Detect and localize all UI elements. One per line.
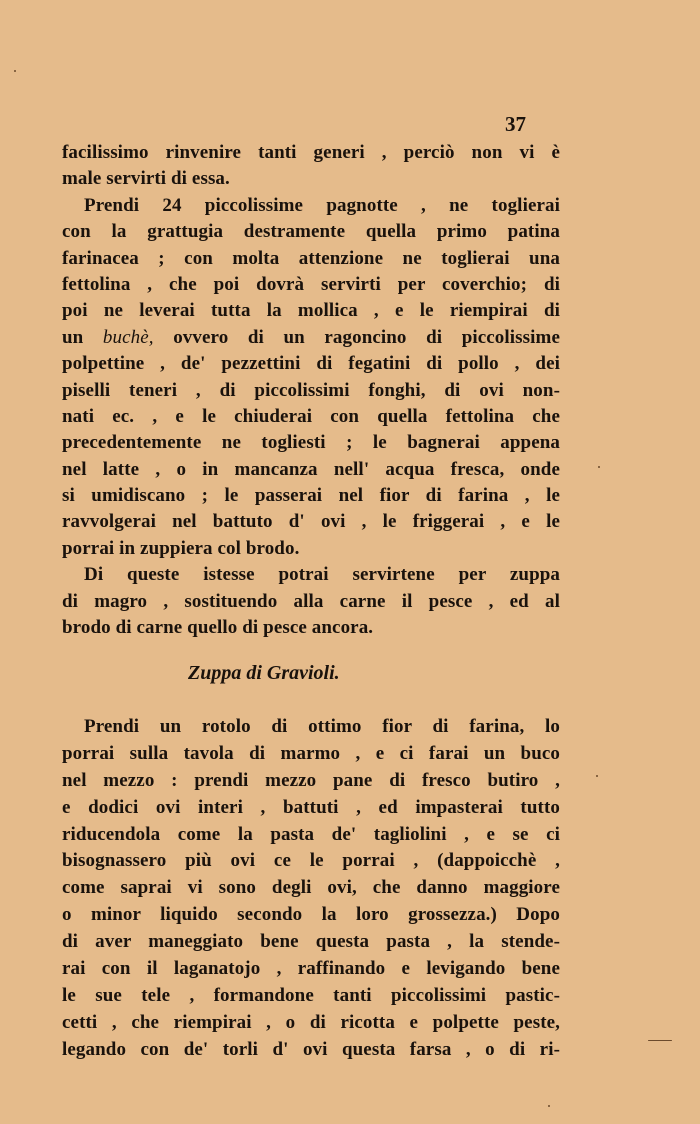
- text-line: con la grattugia destramente quella primo patina: [62, 221, 560, 243]
- text-line: Di queste istesse potrai servirtene per zuppa: [84, 564, 560, 586]
- text-line: ravvolgerai nel battuto d' ovi , le friggerai , e le: [62, 511, 560, 533]
- text-line: nel mezzo : prendi mezzo pane di fresco butiro ,: [62, 769, 560, 791]
- text-fragment: un: [62, 326, 84, 348]
- text-line: come saprai vi sono degli ovi, che danno maggiore: [62, 877, 560, 899]
- text-line: Prendi un rotolo di ottimo fior di farina, lo: [84, 716, 560, 737]
- text-line: piselli teneri , di piccolissimi fonghi, di ovi non-: [62, 379, 560, 401]
- text-line: Prendi 24 piccolissime pagnotte , ne toglierai: [84, 194, 560, 216]
- text-line: legando con de' torli d' ovi questa farsa , o di ri-: [62, 1038, 560, 1060]
- page-number: 37: [505, 112, 526, 136]
- text-fragment: ovvero di un ragoncino di piccolissime: [173, 326, 560, 348]
- paper-speck: [598, 466, 600, 468]
- text-line: o minor liquido secondo la loro grossezza.) Dopo: [62, 904, 560, 926]
- text-block-1: [62, 140, 560, 641]
- text-line: nel latte , o in mancanza nell' acqua fresca, onde: [62, 458, 560, 480]
- text-line: nati ec. , e le chiuderai con quella fettolina che: [62, 405, 560, 427]
- text-line: rai con il laganatojo , raffinando e levigando bene: [62, 958, 560, 980]
- text-block-2: [62, 714, 560, 1064]
- paper-speck: [596, 775, 598, 777]
- text-line: cetti , che riempirai , o di ricotta e polpette peste,: [62, 1011, 560, 1033]
- text-line: riducendola come la pasta de' tagliolini , e se ci: [62, 823, 560, 845]
- text-line: le sue tele , formandone tanti piccolissimi pastic-: [62, 984, 560, 1006]
- paper-mark: [648, 1040, 672, 1041]
- text-line: porrai in zuppiera col brodo.: [62, 537, 300, 559]
- text-line: di aver maneggiato bene questa pasta , la stende-: [62, 931, 560, 953]
- text-line: polpettine , de' pezzettini di fegatini di pollo , dei: [62, 353, 560, 375]
- text-line: poi ne leverai tutta la mollica , e le riempirai di: [62, 300, 560, 322]
- section-heading: Zuppa di Gravioli.: [188, 662, 340, 684]
- text-line: male servirti di essa.: [62, 168, 230, 190]
- text-line: bisognassero più ovi ce le porrai , (dappoicchè ,: [62, 850, 560, 872]
- text-line: farinacea ; con molta attenzione ne toglierai una: [62, 247, 560, 269]
- text-line: e dodici ovi interi , battuti , ed impasterai tutto: [62, 796, 560, 818]
- paper-speck: [548, 1105, 550, 1107]
- paper-speck: [14, 70, 16, 72]
- text-line: porrai sulla tavola di marmo , e ci farai un buco: [62, 742, 560, 764]
- text-line: facilissimo rinvenire tanti generi , perciò non vi è: [62, 142, 560, 163]
- text-line: si umidiscano ; le passerai nel fior di farina , le: [62, 485, 560, 507]
- text-line: precedentemente ne togliesti ; le bagnerai appena: [62, 432, 560, 454]
- text-line: di magro , sostituendo alla carne il pesce , ed al: [62, 590, 560, 612]
- text-line-italic: [62, 325, 560, 351]
- text-line: fettolina , che poi dovrà servirti per coverchio; di: [62, 273, 560, 295]
- text-line: brodo di carne quello di pesce ancora.: [62, 617, 374, 639]
- italic-word: buchè,: [102, 326, 154, 348]
